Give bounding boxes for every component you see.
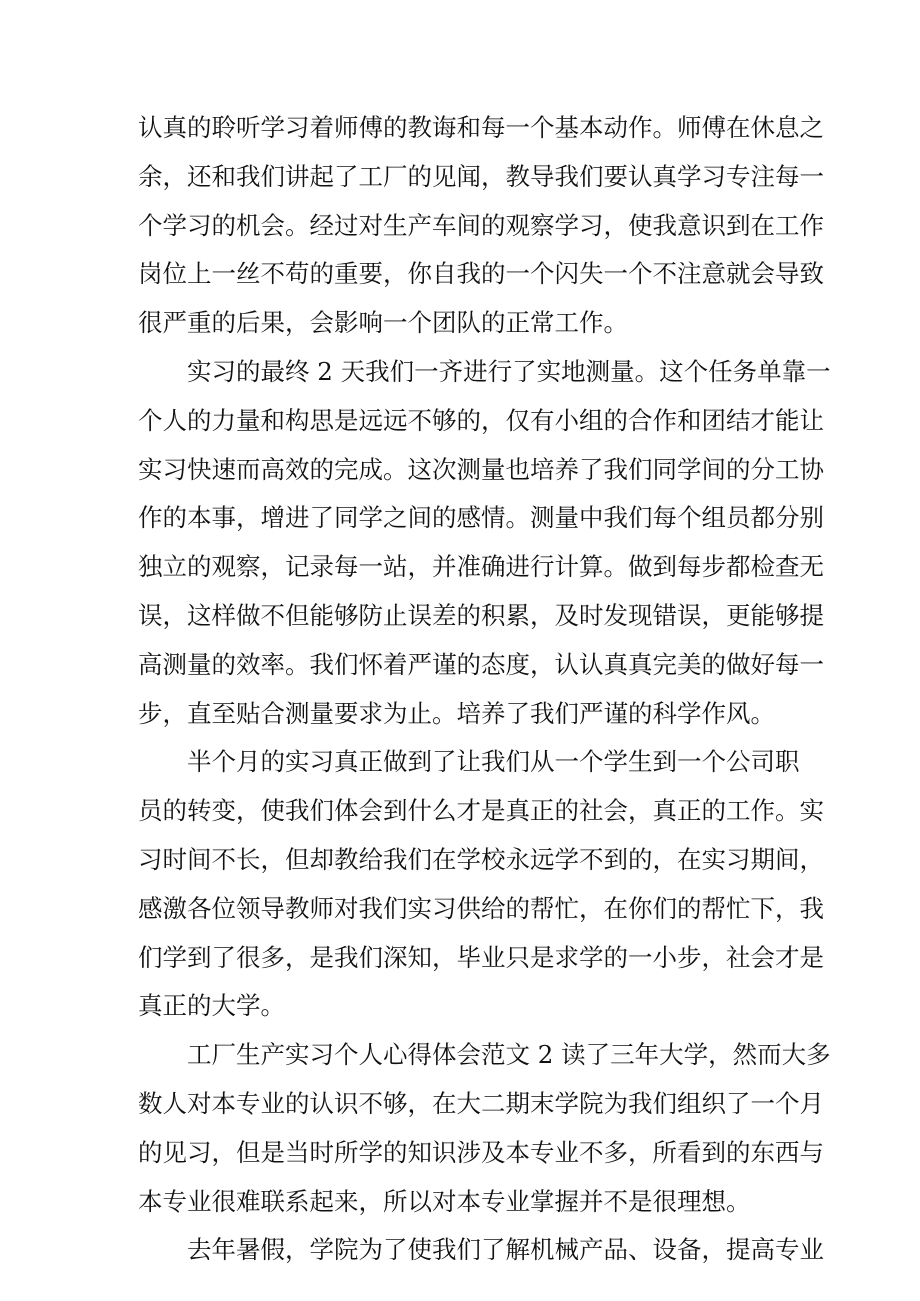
- text-line: 数人对本专业的认识不够，在大二期末学院为我们组织了一个月: [138, 1088, 824, 1118]
- text-line: 习时间不长，但却教给我们在学校永远学不到的，在实习期间，: [138, 844, 824, 874]
- text-line: 员的转变，使我们体会到什么才是真正的社会，真正的工作。实: [138, 796, 824, 826]
- text-line: 半个月的实习真正做到了让我们从一个学生到一个公司职: [187, 747, 800, 777]
- text-line: 误，这样做不但能够防止误差的积累，及时发现错误，更能够提: [138, 600, 824, 630]
- text-line: 个人的力量和构思是远远不够的，仅有小组的合作和团结才能让: [138, 405, 824, 435]
- text-line: 余，还和我们讲起了工厂的见闻，教导我们要认真学习专注每一: [138, 161, 824, 191]
- text-line: 独立的观察，记录每一站，并准确进行计算。做到每步都检查无: [138, 552, 824, 582]
- text-line: 工厂生产实习个人心得体会范文 2 读了三年大学，然而大多: [187, 1040, 831, 1070]
- text-line: 很严重的后果，会影响一个团队的正常工作。: [138, 308, 628, 338]
- text-line: 作的本事，增进了同学之间的感情。测量中我们每个组员都分别: [138, 503, 824, 533]
- text-line: 认真的聆听学习着师傅的教诲和每一个基本动作。师傅在休息之: [138, 113, 824, 142]
- text-line: 实习快速而高效的完成。这次测量也培养了我们同学间的分工协: [138, 454, 824, 484]
- paragraph-5: [138, 1226, 824, 1275]
- text-line: 真正的大学。: [138, 991, 285, 1021]
- text-line: 去年暑假，学院为了使我们了解机械产品、设备，提高专业: [187, 1235, 824, 1265]
- text-line: 步，直至贴合测量要求为止。培养了我们严谨的科学作风。: [138, 698, 775, 728]
- text-line: 实习的最终 2 天我们一齐进行了实地测量。这个任务单靠一: [187, 356, 831, 386]
- document-body: [138, 104, 831, 1275]
- text-line: 个学习的机会。经过对生产车间的观察学习，使我意识到在工作: [138, 210, 824, 240]
- paragraph-1: [138, 104, 824, 348]
- paragraph-2: [138, 348, 831, 738]
- text-line: 的见习，但是当时所学的知识涉及本专业不多，所看到的东西与: [138, 1137, 824, 1167]
- text-line: 岗位上一丝不苟的重要，你自我的一个闪失一个不注意就会导致: [138, 259, 824, 289]
- paragraph-3: [138, 738, 824, 1031]
- text-line: 本专业很难联系起来，所以对本专业掌握并不是很理想。: [138, 1186, 751, 1216]
- paragraph-4: [138, 1031, 831, 1226]
- text-line: 感激各位领导教师对我们实习供给的帮忙，在你们的帮忙下，我: [138, 893, 824, 923]
- text-line: 高测量的效率。我们怀着严谨的态度，认认真真完美的做好每一: [138, 649, 824, 679]
- text-line: 们学到了很多，是我们深知，毕业只是求学的一小步，社会才是: [138, 942, 824, 972]
